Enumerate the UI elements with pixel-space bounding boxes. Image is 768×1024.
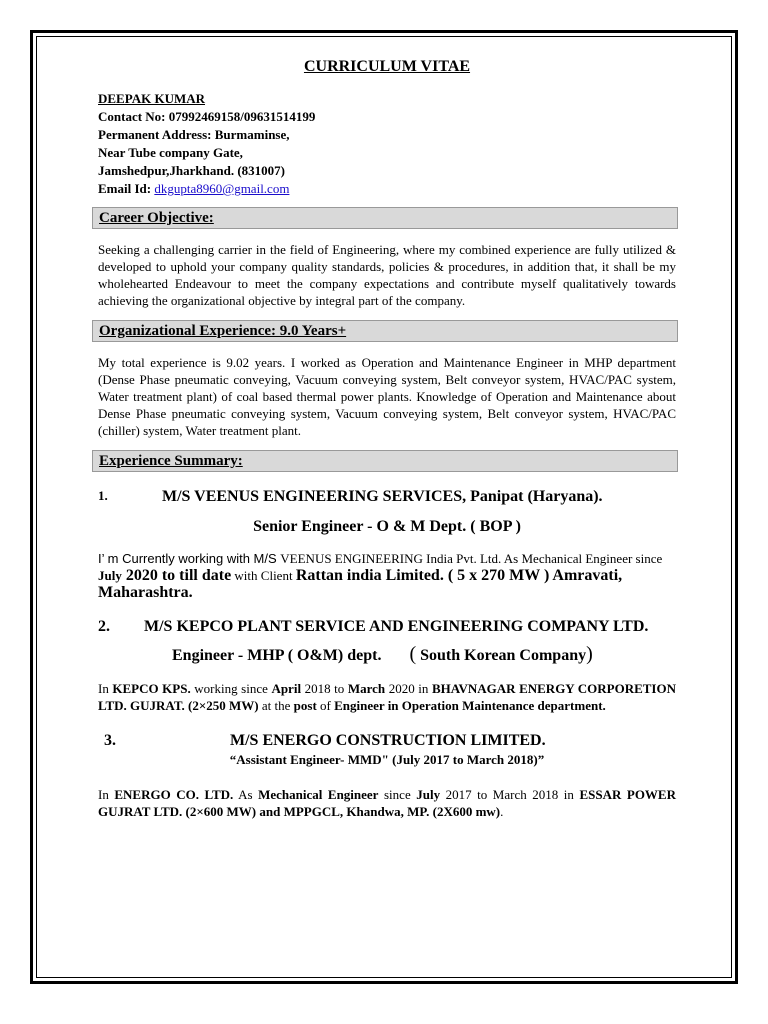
experience-2-header	[98, 617, 676, 637]
experience-summary-heading: Experience Summary:	[99, 452, 243, 469]
experience-2-description: In KEPCO KPS. working since April 2018 to March 2020 in BHAVNAGAR ENERGY CORPORETION LTD. GUJRAT. (2×250 MW) at the post of Engineer in Operation Maintenance department.	[98, 681, 676, 713]
experience-3-role: “Assistant Engineer- MMD" (July 2017 to March 2018)”	[229, 752, 545, 767]
cv-content	[98, 58, 676, 820]
email-link[interactable]: dkgupta8960@gmail.com	[154, 181, 290, 196]
experience-1-number: 1.	[98, 488, 108, 503]
experience-1-role: Senior Engineer - O & M Dept. ( BOP )	[253, 518, 521, 535]
experience-2-role: Engineer - MHP ( O&M) dept. ( South Korean Company)	[172, 643, 593, 665]
org-experience-text: My total experience is 9.02 years. I worked as Operation and Maintenance Engineer in MHP department (Dense Phase pneumatic conveying, Vacuum conveying system, Belt conveyor system, HVAC/PAC system, Water treatment plant) of coal based thermal power plants. Knowledge of Operation and Maintenance about Dense Phase pneumatic conveying system, Vacuum conveying system, Belt conveyor system, HVAC/PAC (chiller) system, Water treatment plant.	[98, 355, 676, 438]
experience-3-number: 3.	[104, 732, 116, 749]
email-line	[98, 180, 676, 198]
org-experience-heading: Organizational Experience: 9.0 Years+	[99, 322, 347, 339]
email-label: Email Id:	[98, 181, 155, 196]
candidate-name: DEEPAK KUMAR	[98, 91, 206, 106]
section-header-org-experience	[92, 320, 678, 342]
experience-1-description: I’ m Currently working with M/S VEENUS ENGINEERING India Pvt. Ltd. As Mechanical Engineer since July 2020 to till date with Client Rattan india Limited. ( 5 x 270 MW ) Amravati, Maharashtra.	[98, 551, 663, 601]
section-header-career-objective	[92, 207, 678, 229]
experience-3-header	[98, 732, 676, 750]
career-objective-text: Seeking a challenging carrier in the field of Engineering, where my combined experience are fully utilized & developed to uphold your company quality standards, policies & procedures, in addition that, it shall be my wholehearted Endeavour to meet the company expectations and contribute myself qualitatively towards achieving the organizational objective by integral part of the company.	[98, 242, 676, 308]
career-objective-heading: Career Objective:	[99, 209, 214, 226]
contact-block	[98, 90, 676, 198]
phone-line: Contact No: 07992469158/09631514199	[98, 109, 316, 124]
address-line-3: Jamshedpur,Jharkhand. (831007)	[98, 163, 285, 178]
document-title: CURRICULUM VITAE	[303, 58, 471, 75]
experience-1-header	[98, 488, 676, 506]
address-line-2: Near Tube company Gate,	[98, 145, 243, 160]
experience-2-company: M/S KEPCO PLANT SERVICE AND ENGINEERING COMPANY LTD.	[144, 618, 649, 635]
experience-3-company: M/S ENERGO CONSTRUCTION LIMITED.	[230, 732, 546, 749]
experience-1-company: M/S VEENUS ENGINEERING SERVICES, Panipat (Haryana).	[162, 488, 603, 505]
address-line-1: Permanent Address: Burmaminse,	[98, 127, 290, 142]
section-header-experience-summary	[92, 450, 678, 472]
experience-2-number: 2.	[98, 618, 110, 635]
experience-3-description: In ENERGO CO. LTD. As Mechanical Engineer since July 2017 to March 2018 in ESSAR POWER GUJRAT LTD. (2×600 MW) and MPPGCL, Khandwa, MP. (2X600 mw).	[98, 787, 676, 819]
